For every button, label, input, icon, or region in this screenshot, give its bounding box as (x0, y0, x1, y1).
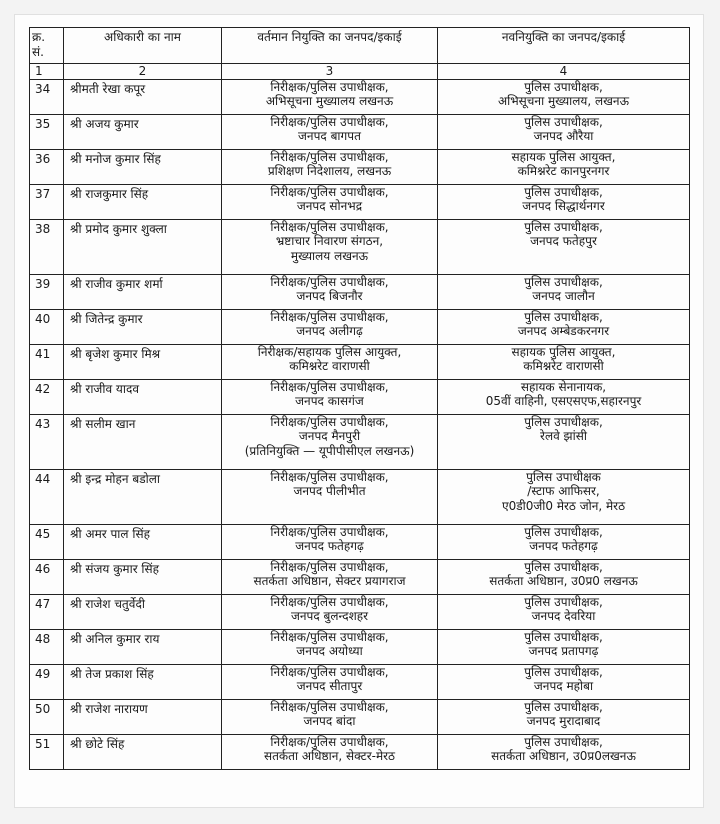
current-posting-line: जनपद बुलन्दशहर (290, 609, 369, 623)
table-row (30, 629, 690, 664)
officer-name: श्री बृजेश कुमार मिश्र (64, 344, 222, 379)
header-current-posting: वर्तमान नियुक्ति का जनपद/इकाई (222, 28, 438, 64)
current-posting (222, 79, 438, 114)
current-posting-line: निरीक्षक/पुलिस उपाधीक्षक, (270, 414, 389, 429)
table-row (30, 524, 690, 559)
current-posting-line: जनपद सोनभद्र (296, 199, 363, 213)
current-posting-line: (प्रतिनियुक्ति — यूपीपीसीएल लखनऊ) (244, 443, 415, 458)
serial-number: 37 (30, 184, 64, 219)
current-posting-line: निरीक्षक/पुलिस उपाधीक्षक, (270, 184, 389, 199)
officer-name: श्री अमर पाल सिंह (64, 524, 222, 559)
officer-name: श्री जितेन्द्र कुमार (64, 309, 222, 344)
new-posting-line: जनपद फतेहपुर (530, 234, 597, 248)
current-posting-line: निरीक्षक/पुलिस उपाधीक्षक, (270, 594, 389, 609)
new-posting-line: जनपद मुरादाबाद (526, 714, 601, 728)
new-posting (438, 559, 690, 594)
current-posting-line: जनपद फतेहगढ़ (295, 539, 364, 553)
current-posting (222, 524, 438, 559)
new-posting (438, 379, 690, 414)
current-posting-line: निरीक्षक/पुलिस उपाधीक्षक, (270, 219, 389, 234)
new-posting-line: जनपद देवरिया (531, 609, 596, 623)
current-posting-line: निरीक्षक/सहायक पुलिस आयुक्त, (257, 344, 402, 359)
officer-name: श्री राजीव कुमार शर्मा (64, 274, 222, 309)
new-posting-line: जनपद सिद्धार्थनगर (522, 199, 605, 213)
table-row (30, 344, 690, 379)
new-posting-line: 05वीं वाहिनी, एसएसएफ,सहारनपुर (485, 394, 642, 408)
serial-number: 51 (30, 734, 64, 769)
new-posting-line: पुलिस उपाधीक्षक, (524, 274, 603, 289)
officer-name: श्री राजकुमार सिंह (64, 184, 222, 219)
table-row (30, 594, 690, 629)
officer-name: श्री सलीम खान (64, 414, 222, 469)
table-row (30, 379, 690, 414)
new-posting (438, 699, 690, 734)
new-posting-line: अभिसूचना मुख्यालय, लखनऊ (497, 94, 630, 108)
table-row (30, 149, 690, 184)
current-posting-line: निरीक्षक/पुलिस उपाधीक्षक, (270, 734, 389, 749)
current-posting-line: कमिश्नरेट वाराणसी (289, 359, 370, 373)
table-row (30, 699, 690, 734)
new-posting-line: जनपद अम्बेडकरनगर (517, 324, 610, 338)
current-posting (222, 379, 438, 414)
officer-name: श्रीमती रेखा कपूर (64, 79, 222, 114)
current-posting-line: भ्रष्टाचार निवारण संगठन, (275, 234, 384, 248)
officer-name: श्री संजय कुमार सिंह (64, 559, 222, 594)
serial-number: 36 (30, 149, 64, 184)
current-posting (222, 149, 438, 184)
column-index: 4 (438, 64, 690, 80)
new-posting-line: पुलिस उपाधीक्षक, (524, 309, 603, 324)
new-posting (438, 524, 690, 559)
current-posting (222, 184, 438, 219)
header-serial-number: क्र. सं. (30, 28, 64, 64)
serial-number: 40 (30, 309, 64, 344)
current-posting-line: प्रशिक्षण निदेशालय, लखनऊ (267, 164, 392, 178)
officer-name: श्री अजय कुमार (64, 114, 222, 149)
current-posting (222, 114, 438, 149)
new-posting-line: रेलवे झांसी (540, 429, 587, 443)
current-posting-line: अभिसूचना मुख्यालय लखनऊ (265, 94, 394, 108)
current-posting-line: जनपद बिजनौर (296, 289, 363, 303)
serial-number: 45 (30, 524, 64, 559)
column-index: 2 (64, 64, 222, 80)
officer-name: श्री राजेश नारायण (64, 699, 222, 734)
new-posting (438, 664, 690, 699)
serial-number: 47 (30, 594, 64, 629)
new-posting-line: कमिश्नरेट कानपुरनगर (517, 164, 610, 178)
serial-number: 42 (30, 379, 64, 414)
new-posting-line: जनपद औरैया (533, 129, 594, 143)
new-posting (438, 274, 690, 309)
new-posting (438, 594, 690, 629)
new-posting-line: सहायक पुलिस आयुक्त, (511, 344, 616, 359)
new-posting-line: पुलिस उपाधीक्षक, (524, 184, 603, 199)
current-posting-line: निरीक्षक/पुलिस उपाधीक्षक, (270, 274, 389, 289)
current-posting (222, 734, 438, 769)
serial-number: 35 (30, 114, 64, 149)
serial-number: 46 (30, 559, 64, 594)
current-posting (222, 664, 438, 699)
officer-name: श्री अनिल कुमार राय (64, 629, 222, 664)
current-posting-line: निरीक्षक/पुलिस उपाधीक्षक, (270, 559, 389, 574)
new-posting-line: पुलिस उपाधीक्षक, (524, 114, 603, 129)
new-posting-line: कमिश्नरेट वाराणसी (523, 359, 604, 373)
current-posting-line: जनपद कासगंज (295, 394, 364, 408)
new-posting-line: पुलिस उपाधीक्षक, (524, 734, 603, 749)
new-posting-line: जनपद जालौन (532, 289, 595, 303)
table-row (30, 274, 690, 309)
new-posting-line: जनपद प्रतापगढ़ (528, 644, 599, 658)
new-posting-line: ए0डी0जी0 मेरठ जोन, मेरठ (501, 498, 626, 513)
serial-number: 48 (30, 629, 64, 664)
new-posting-line: पुलिस उपाधीक्षक, (524, 664, 603, 679)
current-posting-line: सतर्कता अधिष्ठान, सेक्टर-मेरठ (263, 749, 396, 763)
current-posting (222, 699, 438, 734)
column-index: 1 (30, 64, 64, 80)
table-row (30, 414, 690, 469)
new-posting-line: सतर्कता अधिष्ठान, उ0प्र0लखनऊ (491, 749, 636, 763)
current-posting (222, 274, 438, 309)
current-posting-line: निरीक्षक/पुलिस उपाधीक्षक, (270, 664, 389, 679)
table-body (30, 79, 690, 769)
officer-name: श्री राजीव यादव (64, 379, 222, 414)
header-new-posting: नवनियुक्ति का जनपद/इकाई (438, 28, 690, 64)
current-posting-line: निरीक्षक/पुलिस उपाधीक्षक, (270, 149, 389, 164)
current-posting (222, 559, 438, 594)
table-row (30, 664, 690, 699)
current-posting-line: सतर्कता अधिष्ठान, सेक्टर प्रयागराज (253, 574, 406, 588)
current-posting (222, 469, 438, 524)
current-posting-line: निरीक्षक/पुलिस उपाधीक्षक, (270, 524, 389, 539)
officer-name: श्री छोटे सिंह (64, 734, 222, 769)
new-posting (438, 734, 690, 769)
serial-number: 50 (30, 699, 64, 734)
new-posting-line: जनपद महोबा (533, 679, 594, 693)
serial-number: 43 (30, 414, 64, 469)
current-posting (222, 629, 438, 664)
table-row (30, 219, 690, 274)
new-posting-line: पुलिस उपाधीक्षक, (524, 219, 603, 234)
new-posting-line: जनपद फतेहगढ़ (529, 539, 598, 553)
current-posting-line: निरीक्षक/पुलिस उपाधीक्षक, (270, 699, 389, 714)
new-posting (438, 219, 690, 274)
current-posting (222, 344, 438, 379)
document-page (14, 14, 704, 808)
new-posting (438, 629, 690, 664)
officer-name: श्री इन्द्र मोहन बडोला (64, 469, 222, 524)
new-posting-line: पुलिस उपाधीक्षक, (524, 699, 603, 714)
table-row (30, 469, 690, 524)
table-row (30, 79, 690, 114)
table-row (30, 114, 690, 149)
new-posting-line: पुलिस उपाधीक्षक, (524, 594, 603, 609)
new-posting-line: सतर्कता अधिष्ठान, उ0प्र0 लखनऊ (489, 574, 638, 588)
table-row (30, 184, 690, 219)
new-posting-line: पुलिस उपाधीक्षक (526, 469, 601, 484)
new-posting-line: /स्टाफ आफिसर, (527, 484, 600, 498)
table-header-row (30, 28, 690, 64)
new-posting (438, 309, 690, 344)
new-posting-line: सहायक पुलिस आयुक्त, (511, 149, 616, 164)
current-posting-line: जनपद अयोध्या (296, 644, 363, 658)
new-posting (438, 469, 690, 524)
serial-number: 38 (30, 219, 64, 274)
serial-number: 41 (30, 344, 64, 379)
current-posting-line: जनपद मैनपुरी (298, 429, 361, 443)
current-posting-line: निरीक्षक/पुलिस उपाधीक्षक, (270, 379, 389, 394)
current-posting-line: निरीक्षक/पुलिस उपाधीक्षक, (270, 629, 389, 644)
new-posting-line: पुलिस उपाधीक्षक, (524, 559, 603, 574)
new-posting (438, 344, 690, 379)
current-posting-line: निरीक्षक/पुलिस उपाधीक्षक, (270, 79, 389, 94)
new-posting-line: पुलिस उपाधीक्षक, (524, 629, 603, 644)
officer-name: श्री मनोज कुमार सिंह (64, 149, 222, 184)
column-index: 3 (222, 64, 438, 80)
officer-name: श्री प्रमोद कुमार शुक्ला (64, 219, 222, 274)
current-posting-line: जनपद बागपत (298, 129, 361, 143)
current-posting-line: निरीक्षक/पुलिस उपाधीक्षक, (270, 309, 389, 324)
current-posting-line: जनपद अलीगढ़ (296, 324, 363, 338)
current-posting (222, 414, 438, 469)
current-posting-line: निरीक्षक/पुलिस उपाधीक्षक, (270, 469, 389, 484)
new-posting-line: सहायक सेनानायक, (520, 379, 607, 394)
new-posting (438, 184, 690, 219)
serial-number: 49 (30, 664, 64, 699)
serial-number: 34 (30, 79, 64, 114)
table-row (30, 734, 690, 769)
new-posting-line: पुलिस उपाधीक्षक, (524, 79, 603, 94)
new-posting-line: पुलिस उपाधीक्षक, (524, 524, 603, 539)
table-row (30, 559, 690, 594)
current-posting-line: जनपद सीतापुर (296, 679, 363, 693)
serial-number: 39 (30, 274, 64, 309)
officer-name: श्री राजेश चतुर्वेदी (64, 594, 222, 629)
column-index-row (30, 64, 690, 80)
current-posting-line: निरीक्षक/पुलिस उपाधीक्षक, (270, 114, 389, 129)
new-posting (438, 414, 690, 469)
new-posting (438, 149, 690, 184)
current-posting (222, 309, 438, 344)
current-posting (222, 219, 438, 274)
new-posting-line: पुलिस उपाधीक्षक, (524, 414, 603, 429)
transfer-table (29, 27, 690, 770)
table-row (30, 309, 690, 344)
officer-name: श्री तेज प्रकाश सिंह (64, 664, 222, 699)
current-posting-line: जनपद बांदा (303, 714, 356, 728)
current-posting-line: जनपद पीलीभीत (293, 484, 366, 498)
new-posting (438, 114, 690, 149)
current-posting-line: मुख्यालय लखनऊ (290, 248, 369, 263)
current-posting (222, 594, 438, 629)
serial-number: 44 (30, 469, 64, 524)
new-posting (438, 79, 690, 114)
header-officer-name: अधिकारी का नाम (64, 28, 222, 64)
